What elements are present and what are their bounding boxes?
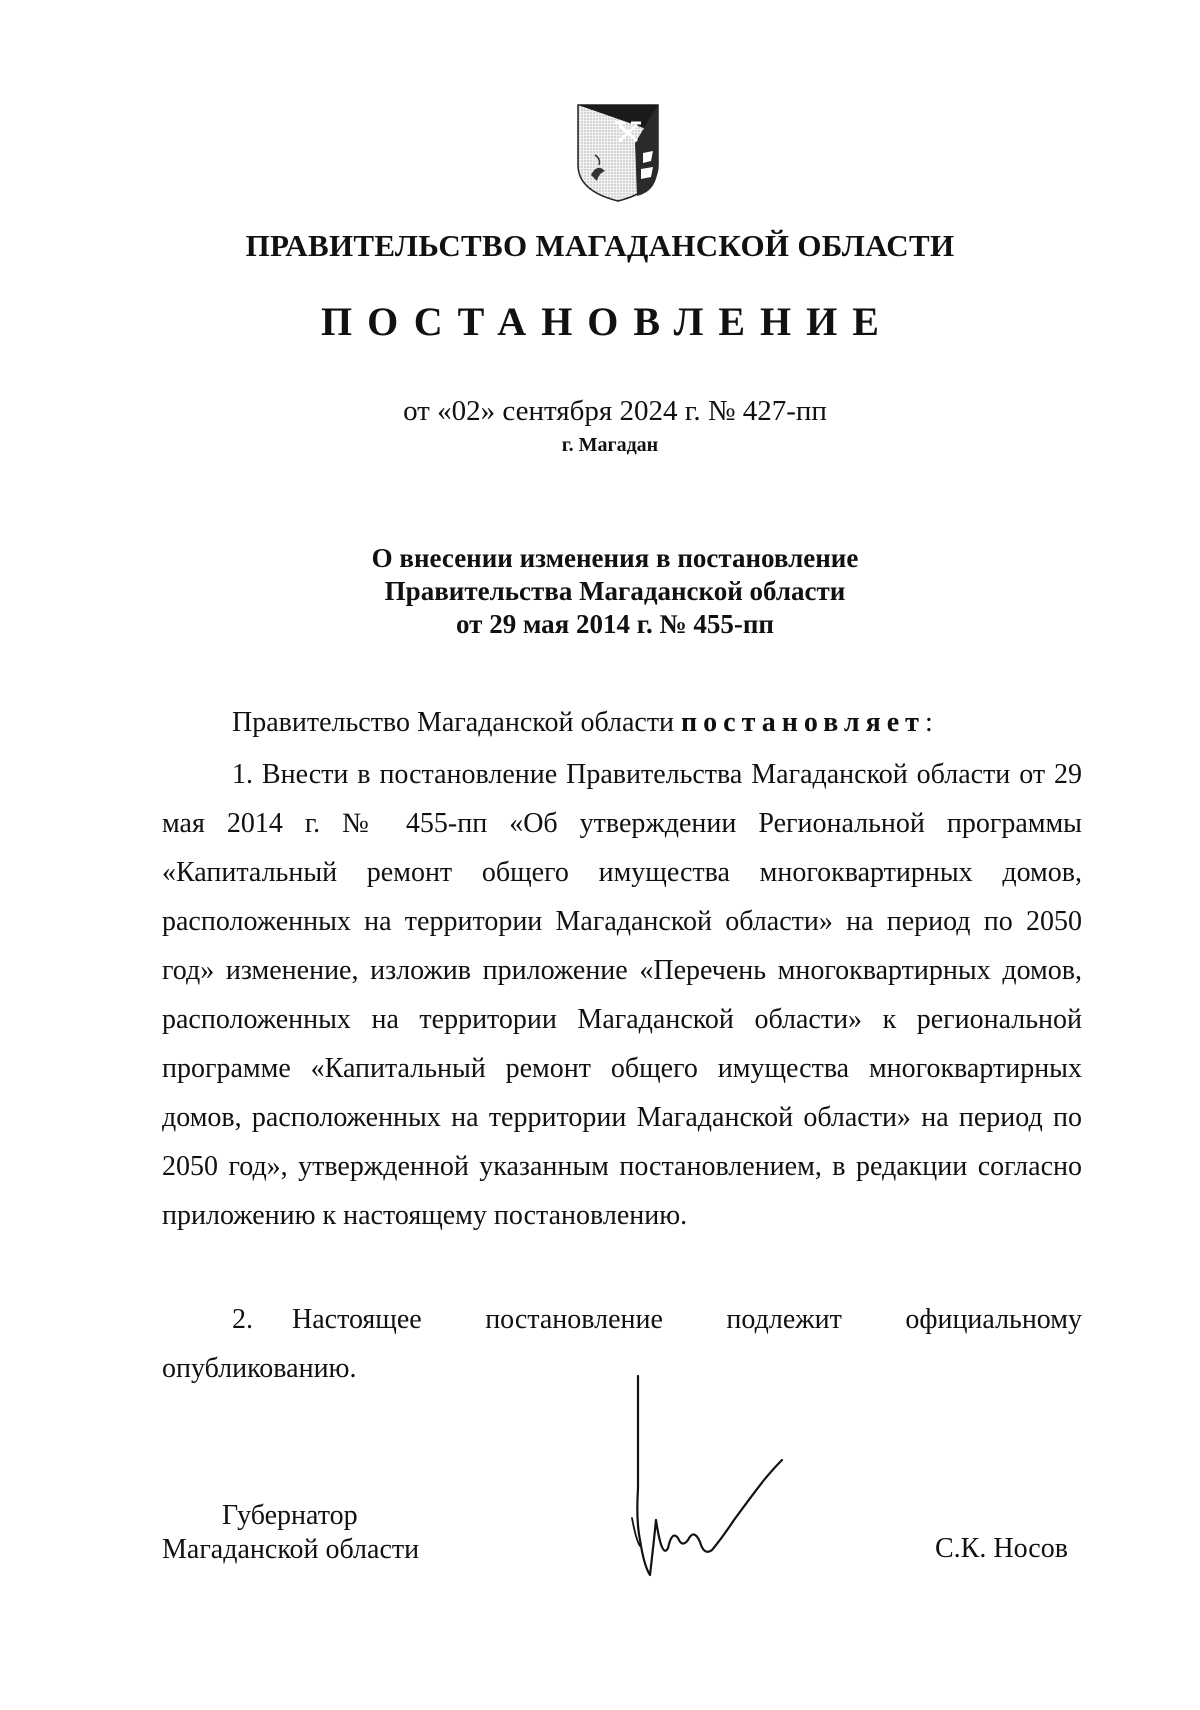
- signatory-role-line-1: Губернатор: [222, 1500, 358, 1531]
- paragraph-2-number: 2.: [232, 1304, 253, 1335]
- subject-line-1: О внесении изменения в постановление: [371, 543, 859, 573]
- document-city: г. Магадан: [561, 434, 659, 456]
- signatory-role: [162, 1499, 419, 1567]
- document-subject: [0, 542, 1200, 641]
- resolution-intro: [232, 707, 933, 739]
- handwritten-signature: [622, 1370, 802, 1590]
- paragraph-1: 1. Внести в постановление Правительства Магаданской области от 29 мая 2014 г. № 455-пп «Об утверждении Региональной программы «Капитальный ремонт общего имущества многоквартирных домов, расположенных на территории Магаданской области» на период по 2050 год» изменение, изложив приложение «Перечень многоквартирных домов, расположенных на территории Магаданской области» к региональной программе «Капитальный ремонт общего имущества многоквартирных домов, расположенных на территории Магаданской области» на период по 2050 год», утвержденной указанным постановлением, в редакции согласно приложению к настоящему постановлению.: [162, 759, 1082, 1231]
- paragraph-2-text: Настоящее постановление подлежит официальному опубликованию.: [162, 1304, 1082, 1384]
- government-title: ПРАВИТЕЛЬСТВО МАГАДАНСКОЙ ОБЛАСТИ: [245, 228, 955, 263]
- subject-line-3: от 29 мая 2014 г. № 455-пп: [456, 609, 774, 639]
- intro-keyword: постановляет: [681, 707, 925, 738]
- intro-text: Правительство Магаданской области: [232, 707, 675, 738]
- document-date-number: от «02» сентября 2024 г. № 427-пп: [403, 395, 827, 427]
- signatory-name: С.К. Носов: [935, 1533, 1068, 1564]
- document-type: ПОСТАНОВЛЕНИЕ: [321, 299, 894, 344]
- signatory-role-line-2: Магаданской области: [162, 1534, 420, 1565]
- subject-line-2: Правительства Магаданской области: [384, 576, 846, 606]
- coat-of-arms-icon: [575, 103, 661, 203]
- intro-colon: :: [924, 707, 933, 738]
